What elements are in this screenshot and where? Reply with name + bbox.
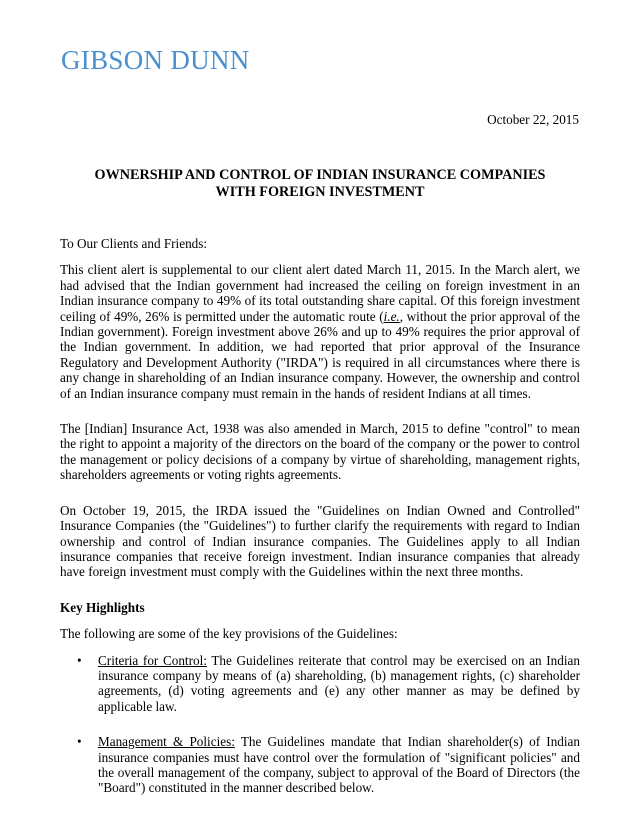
document-title [60, 167, 580, 201]
title-line-1: OWNERSHIP AND CONTROL OF INDIAN INSURANCE COMPANIES [94, 167, 546, 183]
key-highlights-heading: Key Highlights [60, 599, 145, 615]
salutation: To Our Clients and Friends: [60, 236, 208, 251]
bullet-term: Criteria for Control: [98, 652, 207, 668]
bullet-term: Management & Policies: [98, 734, 235, 750]
document-body [60, 236, 580, 816]
bullet-text: The Guidelines reiterate that control may be exercised on an Indian insurance company by means of (a) shareholding, (b) management rights, (c) shareholder agreements, (d) voting agreements and (e) any other manner as may be defined by applicable law. [98, 652, 580, 714]
date: October 22, 2015 [487, 112, 579, 127]
bullet-text: The Guidelines mandate that Indian shareholder(s) of Indian insurance companies must have control over the formulation of "significant policies" and the overall management of the company, subject to approval of the Board of Directors (the "Board") constituted in the manner described below. [98, 734, 580, 796]
title-line-2: WITH FOREIGN INVESTMENT [215, 184, 425, 200]
p1-ie: i.e. [383, 308, 400, 324]
bullet-icon: • [77, 734, 82, 750]
bullet-item [60, 653, 580, 715]
paragraph-3: On October 19, 2015, the IRDA issued the "Guidelines on Indian Owned and Controlled" Insurance Companies (the "Guidelines") to further clarify the requirements with regard to Indian ownership and control of Indian insurance companies. The Guidelines apply to all Indian insurance companies that receive foreign investment. Indian insurance companies that already have foreign investment must comply with the Guidelines within the next three months. [60, 502, 580, 580]
paragraph-2: The [Indian] Insurance Act, 1938 was also amended in March, 2015 to define "control" to mean the right to appoint a majority of the directors on the board of the company or the power to control the management or policy decisions of a company by virtue of shareholding, management rights, shareholders agreements or voting rights agreements. [60, 421, 580, 483]
paragraph-1 [60, 262, 580, 401]
intro-text: The following are some of the key provisions of the Guidelines: [60, 626, 398, 642]
p1-text-b: , without the prior approval of the Indian government). Foreign investment above 26% and up to 49% requires the prior approval of the Indian government. In addition, we had reported that prior approval of the Insurance Regulatory and Development Authority ("IRDA") is required in all circumstances where there is any change in shareholding of an Indian insurance company. However, the ownership and control of an Indian insurance company must remain in the hands of resident Indians at all times. [60, 308, 580, 401]
gibson-dunn-logo: GIBSON DUNN [61, 45, 250, 75]
bullet-item [60, 734, 580, 796]
bullet-icon: • [77, 652, 82, 668]
p1-text-a: This client alert is supplemental to our client alert dated March 11, 2015. In the March alert, we had advised that the Indian government had increased the ceiling on foreign investment in an Indian insurance company to 49% of its total outstanding share capital. Of this foreign investment ceiling of 49%, 26% is permitted under the automatic route ( [60, 262, 580, 324]
